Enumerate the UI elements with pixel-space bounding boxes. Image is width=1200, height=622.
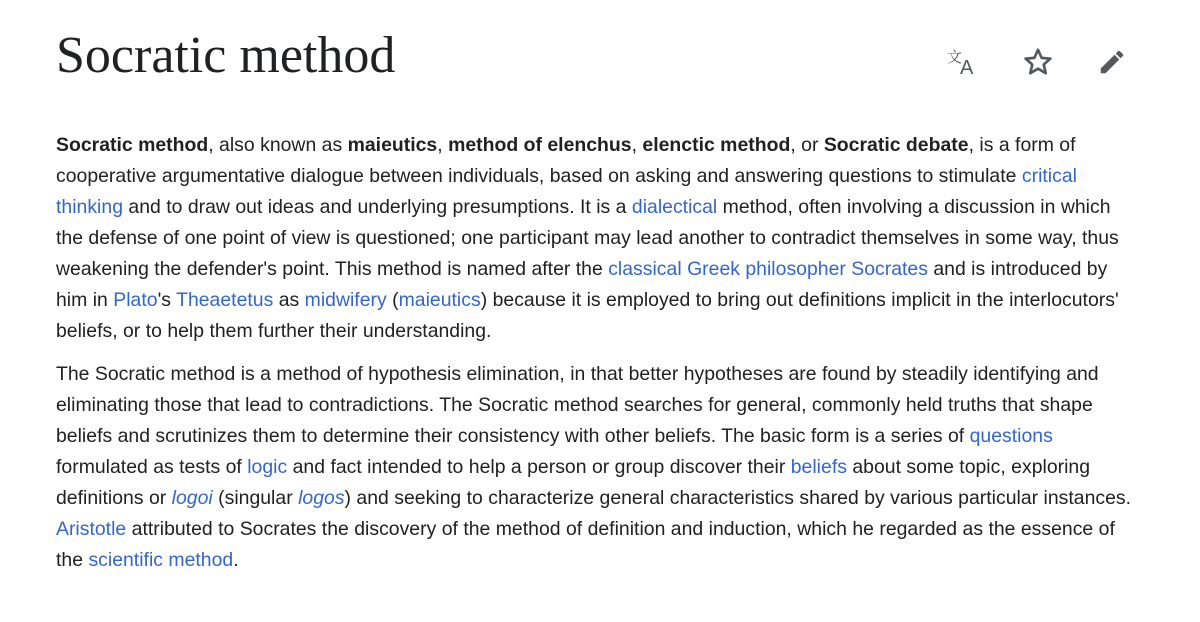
bold-term: maieutics	[347, 134, 438, 156]
body-text: , is a form of cooperative argumentative dialogue between individuals, based on asking and answering questions to stimulate	[56, 134, 1076, 187]
paragraph-1	[56, 130, 1136, 347]
article-link[interactable]: Aristotle	[56, 518, 127, 540]
body-text: .	[233, 549, 239, 571]
article-body	[56, 130, 1136, 576]
article-link[interactable]: logoi	[171, 487, 213, 509]
body-text: method, often involving a discussion in which the defense of one point of view is questioned; one participant may lead another to contradict themselves in some way, thus weakening the defender's point. This method is named after the	[56, 196, 1119, 280]
bold-term: Socratic debate	[823, 134, 969, 156]
body-text: 's	[157, 289, 177, 311]
article-link[interactable]: questions	[969, 425, 1053, 447]
body-text: ) because it is employed to bring out definitions implicit in the interlocutors' beliefs, or to help them further their understanding.	[56, 289, 1119, 342]
bold-term: method of elenchus	[448, 134, 632, 156]
article-link[interactable]: maieutics	[398, 289, 481, 311]
star-icon	[1022, 46, 1054, 78]
article-link[interactable]: Theaetetus	[176, 289, 274, 311]
body-text: , or	[790, 134, 824, 156]
body-text: and to draw out ideas and underlying presumptions. It is a	[123, 196, 632, 218]
body-text: ,	[437, 134, 449, 156]
body-text: , also known as	[208, 134, 348, 156]
bold-term: Socratic method	[56, 134, 209, 156]
article-link[interactable]: critical thinking	[56, 165, 1077, 218]
paragraph-2	[56, 359, 1136, 576]
article-link[interactable]: logic	[247, 456, 288, 478]
body-text: about some topic, exploring definitions or	[56, 456, 1091, 509]
body-text: The Socratic method is a method of hypothesis elimination, in that better hypotheses are found by steadily identifying and eliminating those that lead to contradictions. The Socratic method searches for general, commonly held truths that shape beliefs and scrutinizes them to determine their consistency with other beliefs. The basic form is a series of	[56, 363, 1099, 447]
edit-button[interactable]	[1092, 42, 1132, 82]
body-text: ) and seeking to characterize general characteristics shared by various particular instances.	[344, 487, 1132, 509]
article-link[interactable]: classical Greek philosopher Socrates	[608, 258, 928, 280]
language-button[interactable]	[944, 42, 984, 82]
body-text: ,	[631, 134, 643, 156]
body-text: and is introduced by him in	[56, 258, 1108, 311]
body-text: and fact intended to help a person or group discover their	[287, 456, 791, 478]
article-link[interactable]: beliefs	[790, 456, 847, 478]
article-link[interactable]: midwifery	[304, 289, 387, 311]
body-text: (	[386, 289, 399, 311]
pencil-icon	[1097, 47, 1127, 77]
translate-icon	[947, 47, 981, 77]
article-link[interactable]: logos	[298, 487, 345, 509]
body-text: (singular	[212, 487, 299, 509]
page-header	[56, 24, 1146, 94]
article-link[interactable]: Plato	[113, 289, 158, 311]
article-link[interactable]: dialectical	[631, 196, 718, 218]
article-link[interactable]: scientific method	[88, 549, 234, 571]
bold-term: elenctic method	[642, 134, 791, 156]
page-title: Socratic method	[56, 27, 396, 84]
body-text: as	[273, 289, 305, 311]
watch-button[interactable]	[1018, 42, 1058, 82]
svg-text:A: A	[960, 57, 974, 77]
body-text: formulated as tests of	[56, 456, 248, 478]
svg-text:文: 文	[947, 48, 963, 66]
body-text: attributed to Socrates the discovery of the method of definition and induction, which he regarded as the essence of the	[56, 518, 1115, 571]
